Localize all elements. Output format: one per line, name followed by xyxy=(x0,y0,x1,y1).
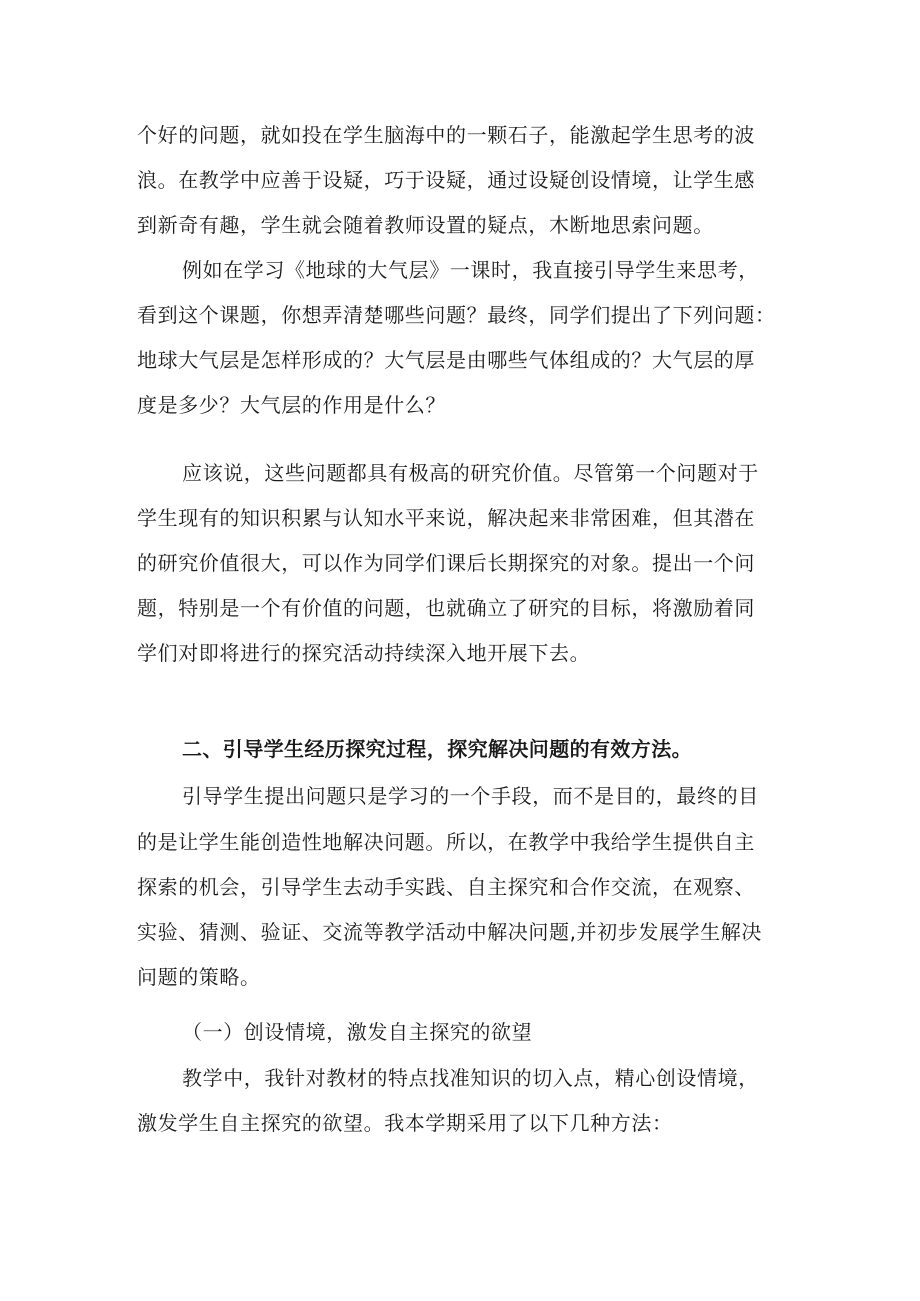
text-line: 实验、猜测、验证、交流等教学活动中解决问题,并初步发展学生解决 xyxy=(137,920,762,944)
text-line: 引导学生提出问题只是学习的一个手段，而不是目的，最终的目 xyxy=(182,784,759,808)
text-line: 的研究价值很大，可以作为同学们课后长期探究的对象。提出一个问 xyxy=(137,551,755,575)
text-line: 激发学生自主探究的欲望。我本学期采用了以下几种方法： xyxy=(137,1111,673,1135)
text-line: 地球大气层是怎样形成的？大气层是由哪些气体组成的？大气层的厚 xyxy=(137,348,755,372)
text-line: 探索的机会，引导学生去动手实践、自主探究和合作交流，在观察、 xyxy=(137,875,755,899)
text-line: 浪。在教学中应善于设疑，巧于设疑，通过设疑创设情境，让学生感 xyxy=(137,168,755,192)
text-line: 到新奇有趣，学生就会随着教师设置的疑点，木断地思索问题。 xyxy=(137,213,714,237)
text-line: 例如在学习《地球的大气层》一课时，我直接引导学生来思考， xyxy=(182,258,759,282)
text-line: 个好的问题，就如投在学生脑海中的一颗石子，能激起学生思考的波 xyxy=(137,123,755,147)
text-line: 学生现有的知识积累与认知水平来说，解决起来非常困难，但其潜在 xyxy=(137,506,755,530)
section-heading: 二、引导学生经历探究过程，探究解决问题的有效方法。 xyxy=(182,737,692,761)
text-line: 度是多少？大气层的作用是什么？ xyxy=(137,393,446,417)
subsection-heading: （一）创设情境，激发自主探究的欲望 xyxy=(182,1020,533,1044)
text-line: 应该说，这些问题都具有极高的研究价值。尽管第一个问题对于 xyxy=(182,461,759,485)
text-line: 看到这个课题，你想弄清楚哪些问题？最终，同学们提出了下列问题： xyxy=(137,303,776,327)
text-line: 的是让学生能创造性地解决问题。所以，在教学中我给学生提供自主 xyxy=(137,830,755,854)
text-line: 问题的策略。 xyxy=(137,965,261,989)
text-line: 学们对即将进行的探究活动持续深入地开展下去。 xyxy=(137,641,591,665)
text-line: 题，特别是一个有价值的问题，也就确立了研究的目标，将激励着同 xyxy=(137,596,755,620)
text-line: 教学中，我针对教材的特点找准知识的切入点，精心创设情境， xyxy=(182,1066,759,1090)
